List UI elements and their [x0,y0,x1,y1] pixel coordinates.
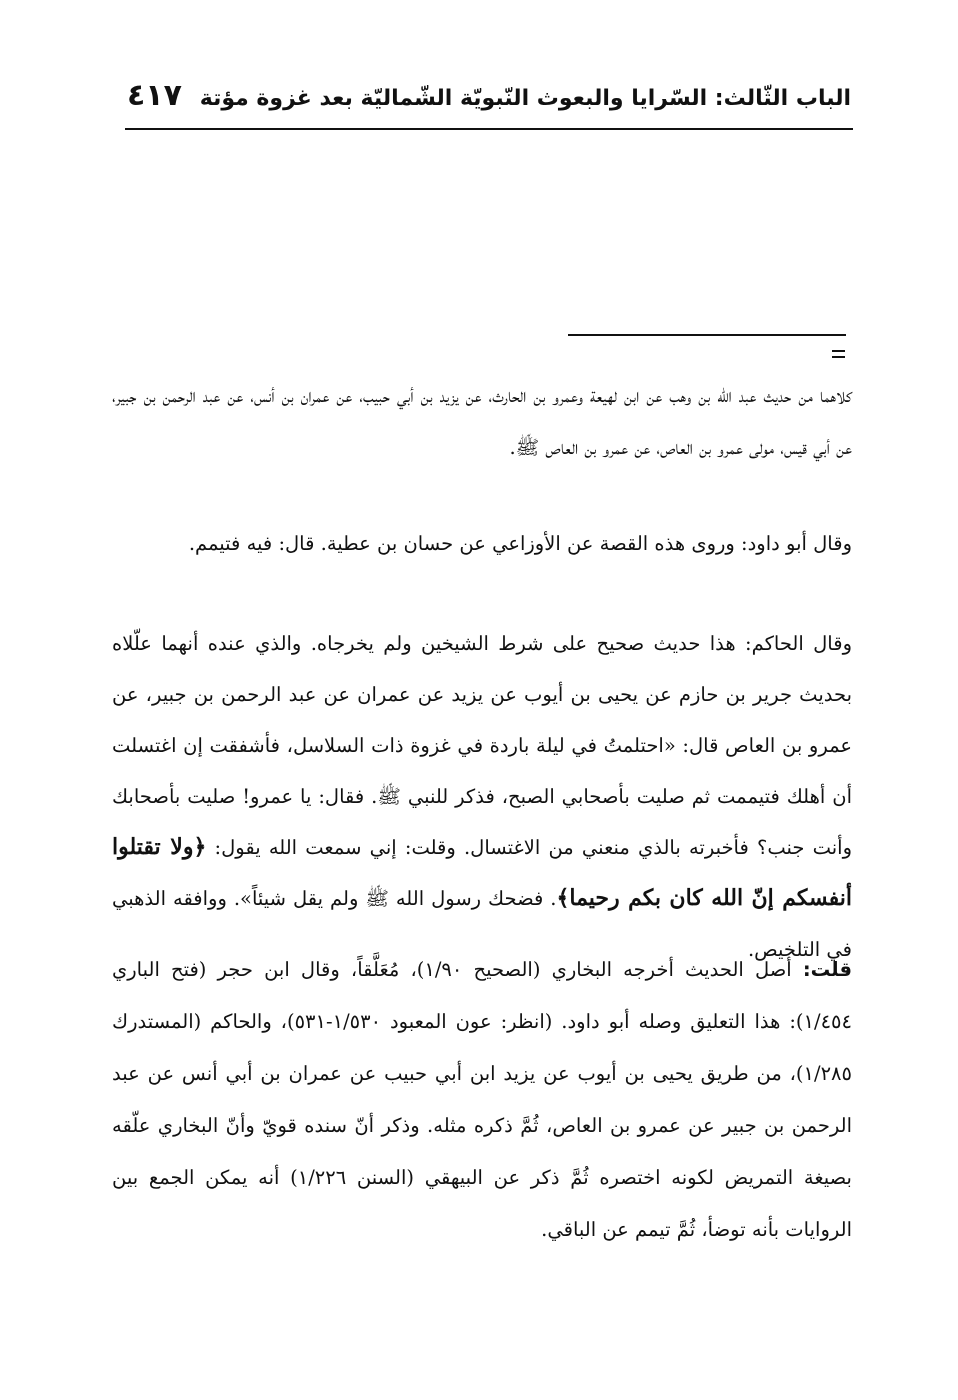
paragraph-4-text: أصل الحديث أخرجه البخاري (الصحيح ١/٩٠)، مُعَلَّقاً، وقال ابن حجر (فتح الباري ١/٤٥٤): هذا التعليق وصله أبو داود. (انظر: عون المعبود ١/٥٣٠-٥٣١)، والحاكم (المستدرك ١/٢٨٥)، من طريق يحيى بن أيوب عن يزيد ابن أبي حبيب عن عمران بن أبي أنس عن عبد الرحمن بن جبير عن عمرو بن العاص، ثُمَّ ذكره مثله. وذكر أنّ سنده قويّ وأنّ البخاري علّقه بصيغة التمريض لكونه اختصره ثُمَّ ذكر عن البيهقي (السنن ١/٢٢٦) أنه يمكن الجمع بين الروايات بأنه توضأ، ثُمَّ تيمم عن الباقي. [112,958,852,1241]
footnote-paragraph-3 [112,618,852,975]
continuation-mark [832,350,845,358]
page-number: ٤١٧ [127,78,182,113]
qultu-label: قلت: [802,958,852,981]
chapter-title: الباب الثّالث: السّرايا والبعوث النّبويّة الشّماليّة بعد غزوة مؤتة [199,86,851,111]
footnote-paragraph-2: وقال أبو داود: وروى هذه القصة عن الأوزاعي عن حسان بن عطية. قال: فيه فتيمم. [188,532,852,555]
quran-verse: ﴿ولا تقتلوا أنفسكم إنّ الله كان بكم رحيما﴾ [112,834,852,911]
paragraph-3-text-end: . فضحك رسول الله ﷺ ولم يقل شيئاً». ووافقه الذهبي في التلخيص. [112,887,852,961]
footnote-paragraph-1: كلاهما من حديث عبد الله بن وهب عن ابن لهيعة وعمرو بن الحارث، عن يزيد بن أبي حبيب، عن عمران بن أنس، عن عبد الرحمن بن جبير، عن أبي قيس، مولى عمرو بن العاص، عن عمرو بن العاص ﷺ. [112,384,852,459]
running-header [125,72,853,130]
paragraph-3-text-start: وقال الحاكم: هذا حديث صحيح على شرط الشيخين ولم يخرجاه. والذي عنده أنهما علّلاه بحديث جرير بن حازم عن يحيى بن أيوب عن يزيد عن عمران عن عبد الرحمن بن جبير، عن عمرو بن العاص قال: «احتلمتُ في ليلة باردة في غزوة ذات السلاسل، فأشفقت إن اغتسلت أن أهلك فتيممت ثم صليت بأصحابي الصبح، فذكر للنبي ﷺ. فقال: يا عمرو! صليت بأصحابك وأنت جنب؟ فأخبرته بالذي منعني من الاغتسال. وقلت: إني سمعت الله يقول: [112,632,853,859]
footnote-paragraph-4 [112,944,852,1256]
footnote-separator [568,334,846,336]
